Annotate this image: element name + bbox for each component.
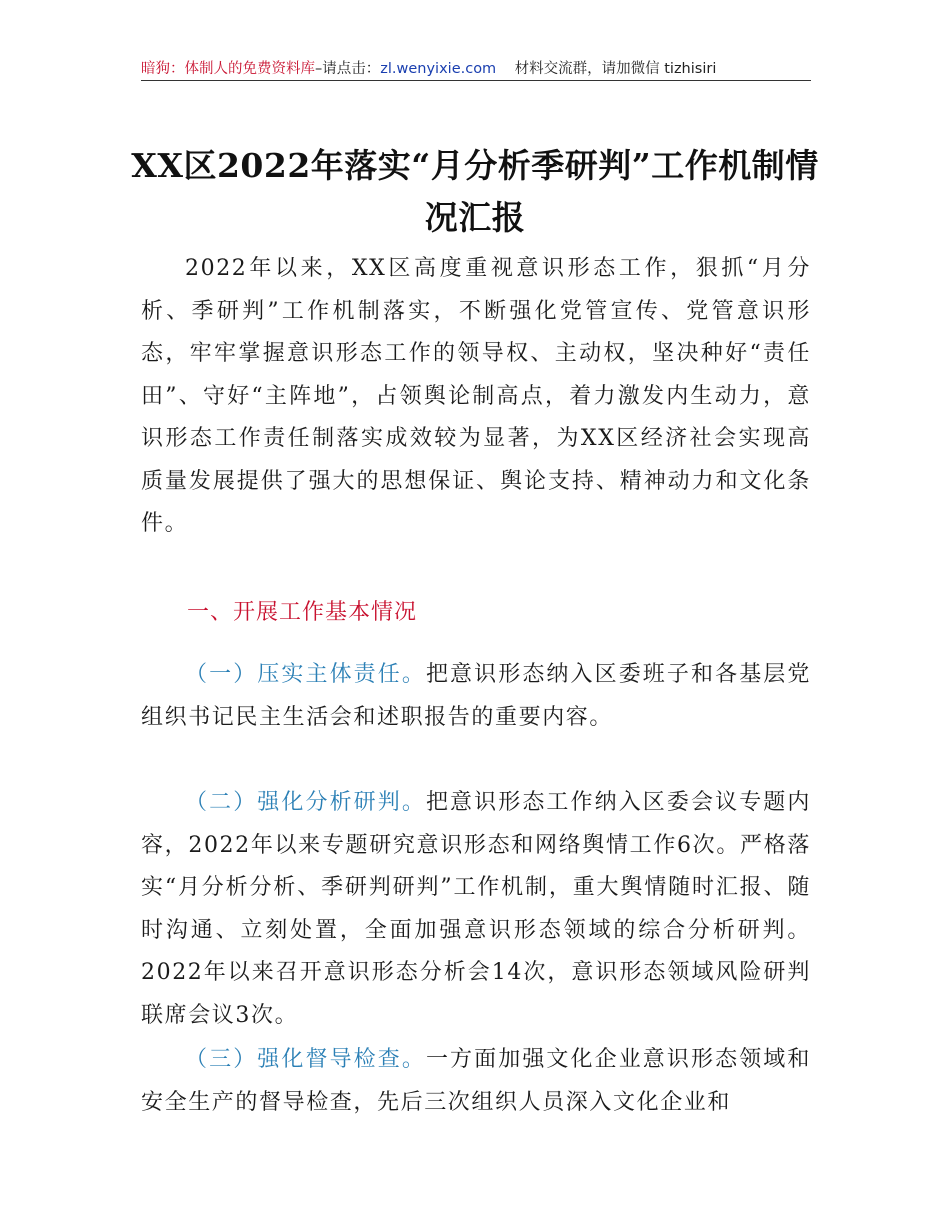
item-heading-3: （三）强化督导检查。 xyxy=(185,1047,426,1072)
item-text-3: 一方面加强文化企业意识形态领域和安全生产的督导检查，先后三次组织人员深入文化企业和 xyxy=(141,1047,811,1115)
contact-info: 材料交流群，请加微信 tizhisiri xyxy=(514,61,717,77)
item-paragraph-2 xyxy=(141,782,811,1037)
intro-paragraph: 2022年以来，XX区高度重视意识形态工作，狠抓“月分析、季研判”工作机制落实，不断强化党管宣传、党管意识形态，牢牢掌握意识形态工作的领导权、主动权，坚决种好“责任田”、守好“主阵地”，占领舆论制高点，着力激发内生动力，意识形态工作责任制落实成效较为显著，为XX区经济社会实现高质量发展提供了强大的思想保证、舆论支持、精神动力和文化条件。 xyxy=(141,256,811,536)
document-title: XX区2022年落实“月分析季研判”工作机制情况汇报 xyxy=(131,146,819,237)
click-prompt: –请点击： xyxy=(315,61,381,77)
item-text-1: 把意识形态纳入区委班子和各基层党组织书记民主生活会和述职报告的重要内容。 xyxy=(141,662,811,730)
header-banner xyxy=(141,58,811,80)
site-name: 暗狗：体制人的免费资料库 xyxy=(141,61,315,77)
header-divider xyxy=(141,80,811,81)
item-heading-2: （二）强化分析研判。 xyxy=(185,790,426,815)
item-paragraph-1 xyxy=(141,654,811,739)
site-link[interactable]: zl.wenyixie.com xyxy=(380,61,497,77)
item-text-2: 把意识形态工作纳入区委会议专题内容，2022年以来专题研究意识形态和网络舆情工作6次。严格落实“月分析分析、季研判研判”工作机制，重大舆情随时汇报、随时沟通、立刻处置，全面加强意识形态领域的综合分析研判。2022年以来召开意识形态分析会14次，意识形态领域风险研判联席会议3次。 xyxy=(141,790,811,1028)
item-paragraph-3 xyxy=(141,1039,811,1124)
section-heading: 一、开展工作基本情况 xyxy=(187,600,418,625)
item-heading-1: （一）压实主体责任。 xyxy=(185,662,426,687)
